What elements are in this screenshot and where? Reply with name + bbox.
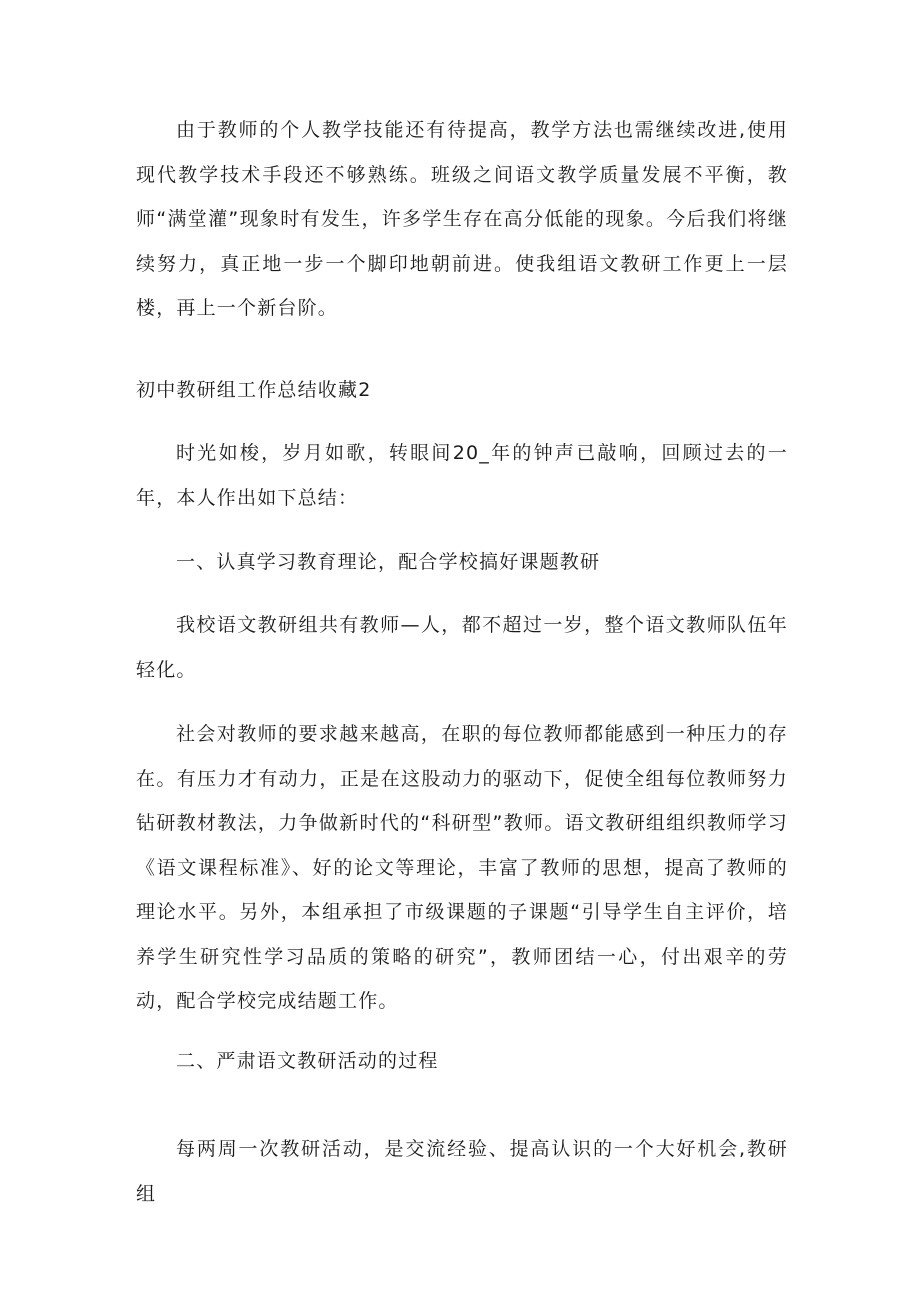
paragraph-research: 社会对教师的要求越来越高，在职的每位教师都能感到一种压力的存在。有压力才有动力，正是在这股动力的驱动下，促使全组每位教师努力钻研教材教法，力争做新时代的“科研型”教师。语文教研组组织教师学习《语文课程标准》、好的论文等理论，丰富了教师的思想，提高了教师的理论水平。另外，本组承担了市级课题的子课题“引导学生自主评价，培养学生研究性学习品质的策略的研究”，教师团结一心，付出艰辛的劳动，配合学校完成结题工作。	[136, 723, 788, 1012]
heading-one: 一、认真学习教育理论，配合学校搞好课题教研	[176, 551, 601, 573]
heading-two: 二、严肃语文教研活动的过程	[176, 1050, 439, 1072]
section-title: 初中教研组工作总结收藏2	[136, 379, 372, 401]
paragraph-improvement: 由于教师的个人教学技能还有待提高，教学方法也需继续改进,使用现代教学技术手段还不够熟练。班级之间语文教学质量发展不平衡，教师“满堂灌”现象时有发生，许多学生存在高分低能的现象。今后我们将继续努力，真正地一步一个脚印地朝前进。使我组语文教研工作更上一层楼，再上一个新台阶。	[136, 119, 788, 319]
paragraph-intro: 时光如梭，岁月如歌，转眼间20_年的钟声已敲响，回顾过去的一年，本人作出如下总结：	[136, 442, 788, 509]
paragraph-team: 我校语文教研组共有教师—人，都不超过一岁，整个语文教师队伍年轻化。	[136, 614, 788, 681]
paragraph-activities: 每两周一次教研活动，是交流经验、提高认识的一个大好机会,教研组	[136, 1138, 788, 1205]
